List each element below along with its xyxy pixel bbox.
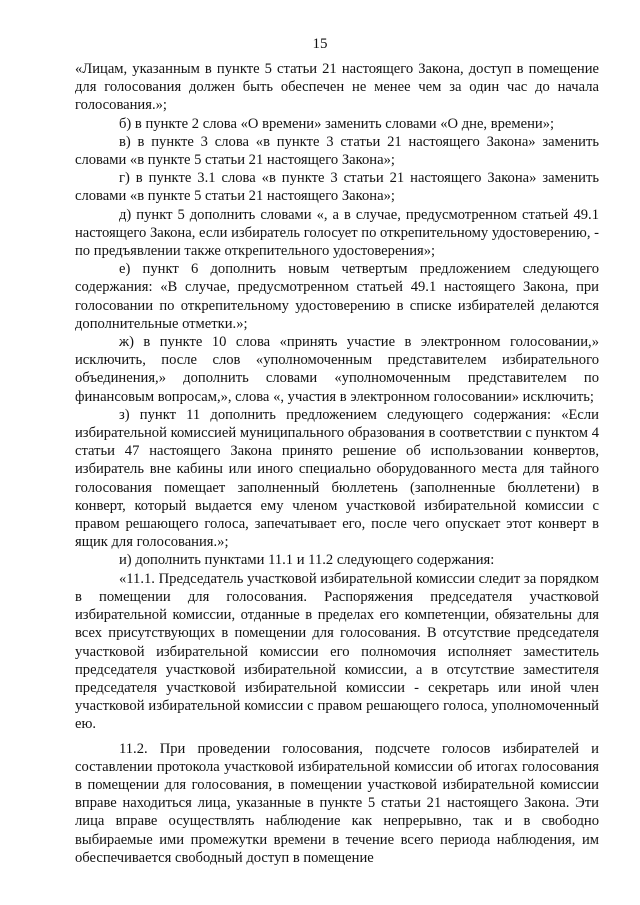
document-body — [75, 60, 599, 867]
paragraph-item-v: в) в пункте 3 слова «в пункте 3 статьи 21 настоящего Закона» заменить словами «в пункте 5 статьи 21 настоящего Закона»; — [75, 133, 599, 169]
paragraph-item-g: г) в пункте 3.1 слова «в пункте 3 статьи 21 настоящего Закона» заменить словами «в пункте 5 статьи 21 настоящего Закона»; — [75, 170, 599, 205]
page-number: 15 — [312, 36, 328, 52]
paragraph-item-e: е) пункт 6 дополнить новым четвертым предложением следующего содержания: «В случае, предусмотренном статьей 49.1 настоящего Закона, при голосовании по открепительному удостоверению в списке избирателей делаются дополнительные отметки.»; — [75, 261, 599, 332]
paragraph-item-i: и) дополнить пунктами 11.1 и 11.2 следующего содержания: — [119, 552, 495, 569]
paragraph-item-zh: ж) в пункте 10 слова «принять участие в электронном голосовании,» исключить, после слов «уполномоченным представителем избирательного объединения,» дополнить словами «уполномоченным представителем по финансовым вопросам,», слова «, участия в электронном голосовании» исключить; — [75, 334, 599, 405]
paragraph-clause-11-2: 11.2. При проведении голосования, подсчете голосов избирателей и составлении протокола участковой избирательной комиссии об итогах голосования в помещении для голосования, в помещении участковой избирательной комиссии вправе находиться лица, указанные в пункте 5 статьи 21 настоящего Закона. Эти лица вправе осуществлять наблюдение как непрерывно, так и в свободно выбираемые ими промежутки времени в течение всего периода наблюдения, им обеспечивается свободный доступ в помещение — [75, 740, 599, 866]
paragraph-quote-continuation: «Лицам, указанным в пункте 5 статьи 21 настоящего Закона, доступ в помещение для голосования должен быть обеспечен не менее чем за один час до начала голосования.»; — [75, 61, 599, 114]
paragraph-item-d: д) пункт 5 дополнить словами «, а в случае, предусмотренном статьей 49.1 настоящего Закона, если избиратель голосует по открепительному удостоверению, - по предъявлении также открепительного удостоверения»; — [75, 206, 599, 260]
paragraph-item-b: б) в пункте 2 слова «О времени» заменить словами «О дне, времени»; — [119, 115, 555, 132]
paragraph-item-z: з) пункт 11 дополнить предложением следующего содержания: «Если избирательной комиссией муниципального образования в соответствии с пунктом 4 статьи 47 настоящего Закона принято решение об использовании конвертов, избиратель вне кабины или иного специально оборудованного места для тайного голосования помещает заполненный бюллетень (заполненные бюллетени) в конверт, который выдается ему членом участковой избирательной комиссии с правом решающего голоса, запечатывает его, после чего опускает этот конверт в ящик для голосования.»; — [75, 406, 599, 551]
paragraph-clause-11-1: «11.1. Председатель участковой избирательной комиссии следит за порядком в помещении для голосования. Распоряжения председателя участковой избирательной комиссии, отданные в пределах его компетенции, обязательны для всех присутствующих в помещении для голосования. В отсутствие председателя участковой избирательной комиссии его полномочия исполняет заместитель председателя участковой избирательной комиссии, а в отсутствие заместителя председателя участковой избирательной комиссии - секретарь или иной член участковой избирательной комиссии с правом решающего голоса, уполномоченный ею. — [75, 570, 599, 733]
